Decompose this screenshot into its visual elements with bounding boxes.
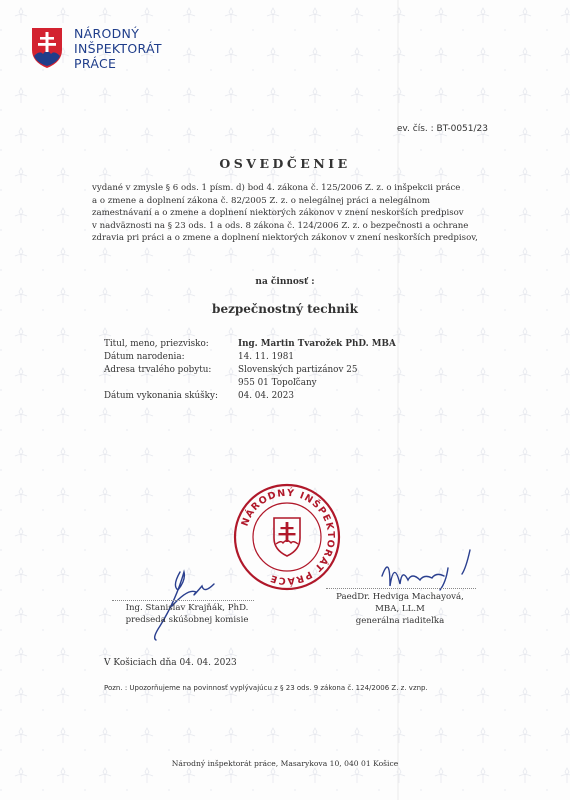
activity-name: bezpečnostný technik	[212, 302, 358, 316]
signature-line-left	[112, 600, 254, 601]
signatory-right-role: generálna riaditeľka	[355, 615, 445, 626]
signature-line-right	[326, 588, 476, 589]
signatory-right-degree: MBA, LL.M	[375, 603, 425, 614]
detail-row	[104, 338, 396, 351]
intro-line: a o zmene a doplnení zákona č. 82/2005 Z. z. o nelegálnej práci a nelegálnom	[92, 195, 431, 206]
detail-label: Adresa trvalého pobytu:	[104, 365, 212, 375]
logo-line-1: NÁRODNÝ	[74, 26, 140, 41]
detail-row	[104, 390, 396, 403]
detail-row	[104, 377, 396, 390]
document-title: OSVEDČENIE	[219, 156, 351, 171]
slovak-coat-of-arms-icon	[30, 26, 64, 70]
intro-line: zamestnávaní a o zmene a doplnení niektorých zákonov v znení neskorších predpisov	[92, 208, 464, 219]
detail-value: 14. 11. 1981	[238, 352, 294, 362]
detail-row	[104, 364, 396, 377]
logo-line-2: INŠPEKTORÁT	[74, 41, 162, 56]
footer-address: Národný inšpektorát práce, Masarykova 10, 040 01 Košice	[171, 759, 399, 768]
detail-value-name: Ing. Martin Tvarožek PhD. MBA	[238, 339, 396, 349]
detail-row	[104, 351, 396, 364]
signatory-left-name: Ing. Stanislav Krajňák, PhD.	[125, 603, 249, 613]
holder-details	[104, 338, 396, 403]
detail-value: Slovenských partizánov 25	[238, 365, 358, 375]
stamp-text: NÁRODNÝ INŠPEKTORÁT PRÁCE	[239, 487, 337, 587]
detail-label	[104, 377, 238, 390]
detail-label: Dátum vykonania skúšky:	[104, 391, 218, 401]
stamp-coat-of-arms-icon	[274, 518, 300, 556]
detail-label: Dátum narodenia:	[104, 352, 185, 362]
intro-line: v nadväznosti na § 23 ods. 1 a ods. 8 zákona č. 124/2006 Z. z. o bezpečnosti a ochrane	[92, 220, 469, 231]
legal-basis-paragraph	[92, 182, 484, 245]
signatory-right-block	[322, 592, 478, 627]
activity-prefix: na činnosť :	[255, 277, 315, 287]
official-stamp	[232, 482, 342, 592]
place-and-date: V Košiciach dňa 04. 04. 2023	[104, 658, 237, 668]
signatory-right-name: PaedDr. Hedviga Machayová,	[336, 592, 464, 602]
logo-line-3: PRÁCE	[74, 56, 117, 71]
detail-value: 04. 04. 2023	[238, 391, 294, 401]
institution-logo	[30, 26, 162, 71]
note: Pozn. : Upozorňujeme na povinnosť vyplývajúcu z § 23 ods. 9 zákona č. 124/2006 Z. z. vznp.	[104, 684, 428, 692]
detail-value: 955 01 Topoľčany	[238, 378, 317, 388]
intro-line: zdravia pri práci a o zmene a doplnení niektorých zákonov v znení neskorších predpisov,	[92, 233, 478, 244]
reference-number: ev. čís. : BT-0051/23	[396, 124, 488, 134]
signatory-left-role: predseda skúšobnej komisie	[125, 614, 249, 625]
signatory-left-block	[118, 603, 256, 627]
intro-line: vydané v zmysle § 6 ods. 1 písm. d) bod 4. zákona č. 125/2006 Z. z. o inšpekcii práce	[92, 183, 461, 193]
logo-wordmark	[74, 26, 162, 71]
detail-label: Titul, meno, priezvisko:	[104, 339, 209, 349]
